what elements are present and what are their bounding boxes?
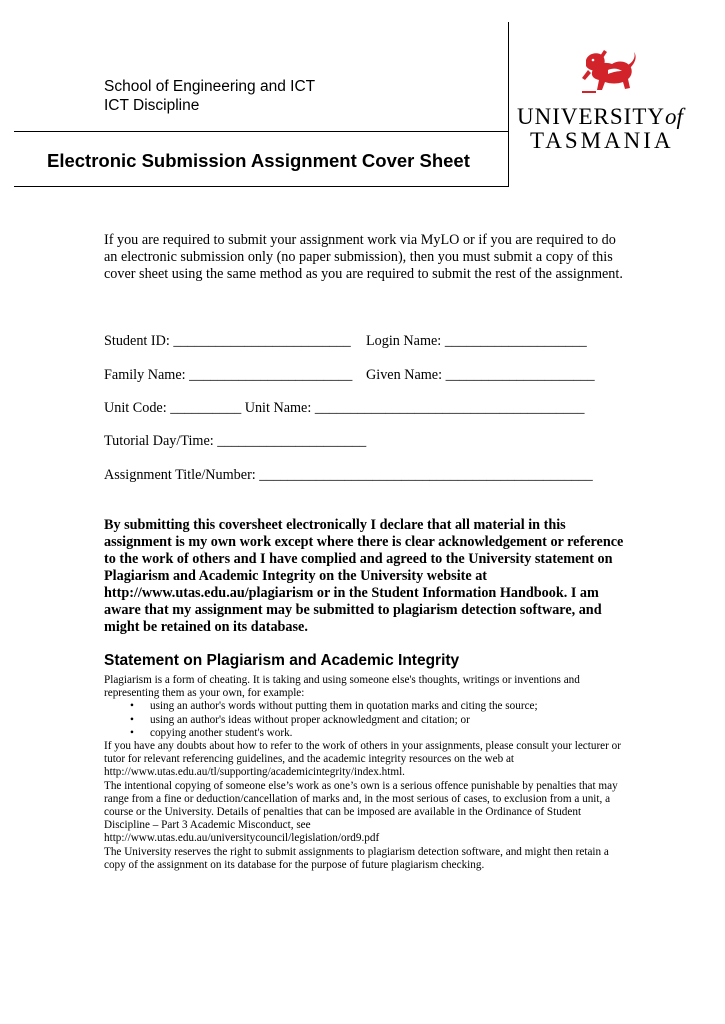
page-title: Electronic Submission Assignment Cover Sheet: [47, 150, 470, 171]
statement-body: [104, 674, 626, 872]
statement-paragraph: If you have any doubts about how to refer to the work of others in your assignments, please consult your lecturer or tutor for relevant referencing guidelines, and the academic integrity resources on the web at http://www.utas.edu.au/tl/supporting/academicintegrity/index.html.: [104, 740, 621, 779]
student-id-label: Student ID:: [104, 333, 170, 349]
header-rule-bottom: [14, 186, 508, 187]
login-name-label: Login Name:: [366, 333, 442, 349]
statement-paragraph: Plagiarism is a form of cheating. It is taking and using someone else's thoughts, writings or inventions and representing them as your own, for example:: [104, 674, 580, 700]
lion-crest-icon: [578, 48, 638, 98]
discipline-name: ICT Discipline: [104, 97, 200, 114]
tutorial-blank[interactable]: _____________________: [217, 433, 367, 449]
unit-code-blank[interactable]: __________: [170, 400, 242, 416]
form-row-assignment: [104, 467, 593, 484]
logo-wordmark-university: [517, 104, 683, 130]
student-id-field[interactable]: [104, 333, 366, 350]
statement-heading: Statement on Plagiarism and Academic Integrity: [104, 652, 460, 669]
header-rule-vertical: [508, 22, 509, 187]
form-row-unit: [104, 400, 584, 417]
form-row-family-given: [104, 367, 595, 384]
plagiarism-examples-list: [104, 700, 626, 740]
tutorial-label: Tutorial Day/Time:: [104, 433, 214, 449]
assignment-title-label: Assignment Title/Number:: [104, 467, 256, 483]
logo-wordmark-tasmania: TASMANIA: [530, 128, 674, 153]
assignment-title-field[interactable]: [104, 467, 593, 484]
family-name-label: Family Name:: [104, 367, 186, 383]
unit-name-field[interactable]: [245, 400, 585, 417]
list-item: • copying another student's work.: [150, 727, 626, 740]
statement-paragraph: The intentional copying of someone else’s work as one’s own is a serious offence punishable by penalties that may range from a fine or deduction/cancellation of marks and, in the most serious of cases, to exclusion from a unit, a course or the University. Details of penalties that can be imposed are available in the Ordinance of Student Discipline – Part 3 Academic Misconduct, see: [104, 779, 618, 832]
school-name: School of Engineering and ICT: [104, 78, 316, 95]
unit-code-field[interactable]: [104, 400, 241, 417]
declaration-paragraph: By submitting this coversheet electronically I declare that all material in this assignment is my own work except where there is clear acknowledgement or reference to the work of others and I have complied and agreed to the University statement on Plagiarism and Academic Integrity on the University website at http://www.utas.edu.au/plagiarism or in the Student Information Handbook. I am aware that my assignment may be submitted to plagiarism detection software, and might be retained on its database.: [104, 517, 624, 635]
list-item: • using an author's words without putting them in quotation marks and citing the source;: [150, 700, 626, 713]
family-name-blank[interactable]: _______________________: [189, 367, 353, 383]
assignment-title-blank[interactable]: _______________________________________________: [259, 467, 593, 483]
given-name-field[interactable]: [366, 367, 595, 384]
given-name-blank[interactable]: _____________________: [445, 367, 595, 383]
unit-name-blank[interactable]: ______________________________________: [314, 400, 585, 416]
form-row-tutorial: [104, 433, 366, 450]
login-name-field[interactable]: [366, 333, 587, 350]
unit-code-label: Unit Code:: [104, 400, 167, 416]
header-rule-top: [14, 131, 508, 132]
family-name-field[interactable]: [104, 367, 366, 384]
login-name-blank[interactable]: ____________________: [444, 333, 587, 349]
intro-paragraph: If you are required to submit your assignment work via MyLO or if you are required to do an electronic submission only (no paper submission), then you must submit a copy of this cover sheet using the same method as you are required to submit the rest of the assignment.: [104, 232, 623, 282]
statement-paragraph: The University reserves the right to submit assignments to plagiarism detection software, and might then retain a copy of the assignment on its database for the purpose of future plagiarism checking.: [104, 845, 609, 871]
ordinance-link[interactable]: http://www.utas.edu.au/universitycouncil/legislation/ord9.pdf: [104, 832, 380, 845]
logo-word-university: UNIVERSITY: [517, 104, 665, 129]
list-item: • using an author's ideas without proper acknowledgment and citation; or: [150, 714, 626, 727]
given-name-label: Given Name:: [366, 367, 443, 383]
unit-name-label: Unit Name:: [244, 400, 312, 416]
student-id-blank[interactable]: _________________________: [173, 333, 351, 349]
logo-word-of: of: [665, 104, 683, 129]
form-row-student-login: [104, 333, 587, 350]
tutorial-field[interactable]: [104, 433, 366, 450]
